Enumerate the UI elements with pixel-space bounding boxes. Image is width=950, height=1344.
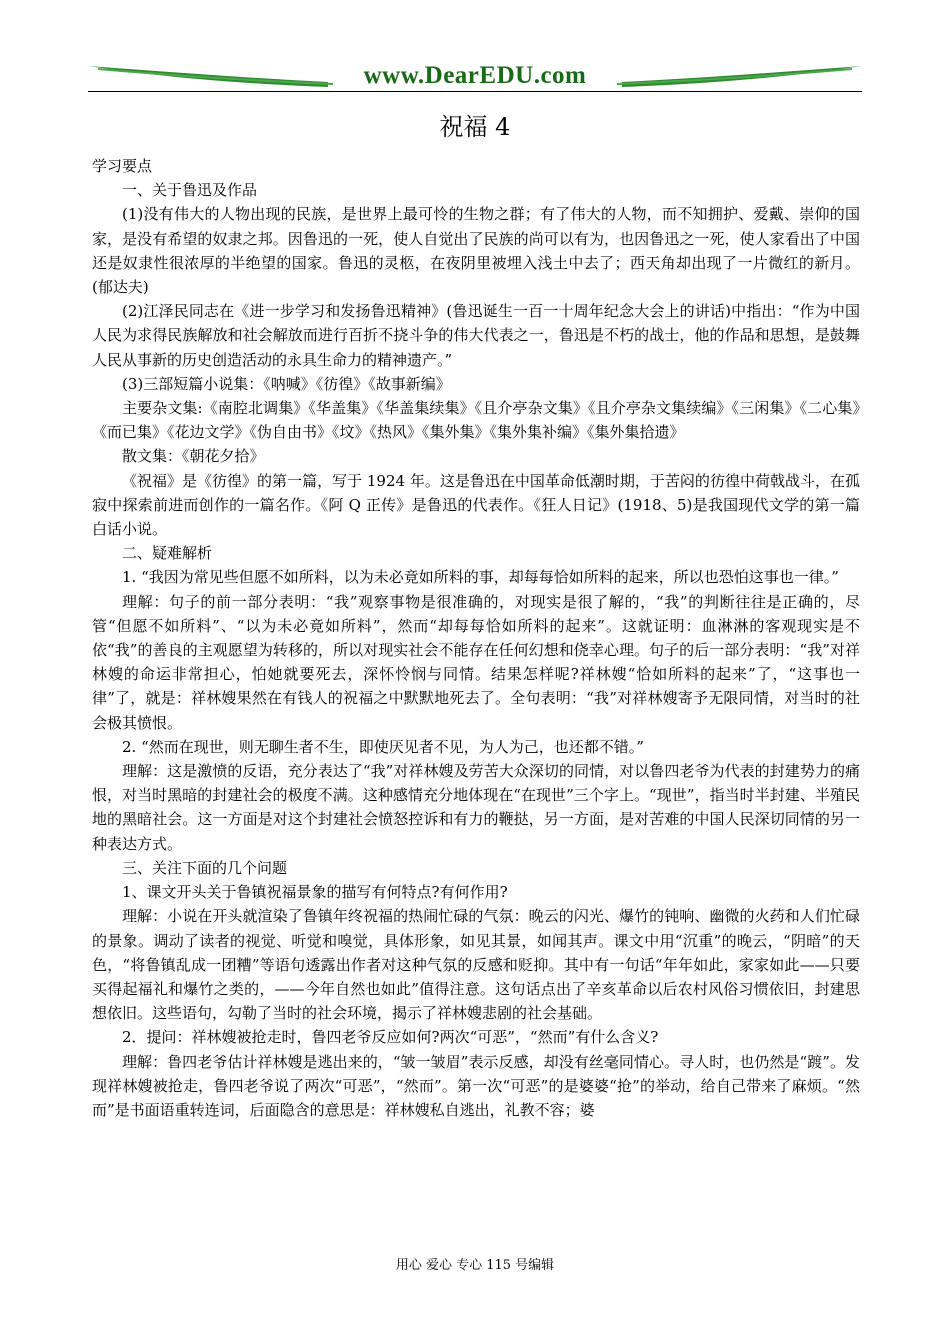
paragraph: 理解：鲁四老爷估计祥林嫂是逃出来的，“皱一皱眉”表示反感，却没有丝毫同情心。寻人时，也仍然是“踱”。发现祥林嫂被抢走，鲁四老爷说了两次“可恶”，“然而”。第一次“可恶”的是婆婆“抢”的举动，给自己带来了麻烦。“然而”是书面语重转连词，后面隐含的意思是：祥林嫂私自逃出，礼教不容；婆 <box>92 1052 860 1119</box>
paragraph: (2)江泽民同志在《进一步学习和发扬鲁迅精神》(鲁迅诞生一百一十周年纪念大会上的讲话)中指出：“作为中国人民为求得民族解放和社会解放而进行百折不挠斗争的伟大代表之一，鲁迅是不朽的战士，他的作品和思想，是鼓舞人民从事新的历史创造活动的永具生命力的精神遗产。” <box>92 302 861 369</box>
document-body <box>92 154 860 1122</box>
paragraph: 1. “我因为常见些但愿不如所料，以为未必竟如所料的事，却每每恰如所料的起来，所以也恐怕这事也一律。” <box>122 568 839 587</box>
paragraph: 《祝福》是《彷徨》的第一篇，写于 1924 年。这是鲁迅在中国革命低潮时期，于苦闷的彷徨中荷戟战斗，在孤寂中探索前进而创作的一篇名作。《阿 Q 正传》是鲁迅的代表作。《狂人日记》(1918、5)是我国现代文学的第一篇白话小说。 <box>92 471 860 539</box>
paragraph: 2. “然而在现世，则无聊生者不生，即使厌见者不见，为人为己，也还都不错。” <box>122 737 644 756</box>
paragraph: 理解：句子的前一部分表明：“我”观察事物是很准确的，对现实是很了解的，“我”的判断往往是正确的，尽管“但愿不如所料”、“以为未必竟如所料”，然而“却每每恰如所料的起来”。这就证明：血淋淋的客观现实是不依“我”的善良的主观愿望为转移的，所以对现实社会不能存在任何幻想和侥幸心理。句子的后一部分表明：“我”对祥林嫂的命运非常担心，怕她就要死去，深怀怜悯与同情。结果怎样呢?祥林嫂“恰如所料的起来”了，“这事也一律”了，就是：祥林嫂果然在有钱人的祝福之中默默地死去了。全句表明：“我”对祥林嫂寄予无限同情，对当时的社会极其愤恨。 <box>92 592 860 732</box>
header-rule <box>88 91 862 92</box>
paragraph: (1)没有伟大的人物出现的民族，是世界上最可怜的生物之群；有了伟大的人物，而不知拥护、爱戴、崇仰的国家，是没有希望的奴隶之邦。因鲁迅的一死，使人自觉出了民族的尚可以有为，也因鲁迅之一死，使人家看出了中国还是奴隶性很浓厚的半绝望的国家。鲁迅的灵柩，在夜阴里被埋入浅土中去了；西天角却出现了一片微红的新月。(郁达夫) <box>92 205 860 297</box>
paragraph: 2．提问：祥林嫂被抢走时，鲁四老爷反应如何?两次“可恶”，“然而”有什么含义? <box>122 1028 659 1047</box>
document-title: 祝福 4 <box>439 113 511 141</box>
paragraph: 学习要点 <box>92 157 153 175</box>
paragraph: 1、课文开头关于鲁镇祝福景象的描写有何特点?有何作用? <box>122 883 508 902</box>
paragraph: 理解：小说在开头就渲染了鲁镇年终祝福的热闹忙碌的气氛：晚云的闪光、爆竹的钝响、幽微的火药和人们忙碌的景象。调动了读者的视觉、听觉和嗅觉，具体形象，如见其景，如闻其声。课文中用“沉重”的晚云，“阴暗”的天色，“将鲁镇乱成一团糟”等语句透露出作者对这种气氛的反感和贬抑。其中有一句话“年年如此，家家如此——只要买得起福礼和爆竹之类的，——今年自然也如此”值得注意。这句话点出了辛亥革命以后农村风俗习惯依旧，封建思想依旧。这些语句，勾勒了当时的社会环境，揭示了祥林嫂悲剧的社会基础。 <box>92 907 860 1023</box>
page-header <box>88 60 862 96</box>
paragraph: 三、关注下面的几个问题 <box>122 858 288 877</box>
paragraph: 一、关于鲁迅及作品 <box>122 181 258 200</box>
paragraph: (3)三部短篇小说集：《呐喊》《彷徨》《故事新编》 <box>122 374 451 393</box>
paragraph: 二、疑难解析 <box>122 544 213 563</box>
site-logo-text: www.DearEDU.com <box>363 62 587 89</box>
paragraph: 主要杂文集:《南腔北调集》《华盖集》《华盖集续集》《且介亭杂文集》《且介亭杂文集续编》《三闲集》《二心集》《而已集》《花边文学》《伪自由书》《坟》《热风》《集外集》《集外集补编》《集外集拾遗》 <box>92 399 860 442</box>
paragraph: 理解：这是激愤的反语，充分表达了“我”对祥林嫂及劳苦大众深切的同情，对以鲁四老爷为代表的封建势力的痛恨，对当时黑暗的封建社会的极度不满。这种感情充分地体现在“在现世”三个字上。“现世”，指当时半封建、半殖民地的黑暗社会。这一方面是对这个封建社会愤怒控诉和有力的鞭挞，另一方面，是对苦难的中国人民深切同情的另一种表达方式。 <box>92 762 860 853</box>
page-footer: 用心 爱心 专心 115 号编辑 <box>395 1258 555 1273</box>
paragraph: 散文集：《朝花夕拾》 <box>122 447 265 466</box>
